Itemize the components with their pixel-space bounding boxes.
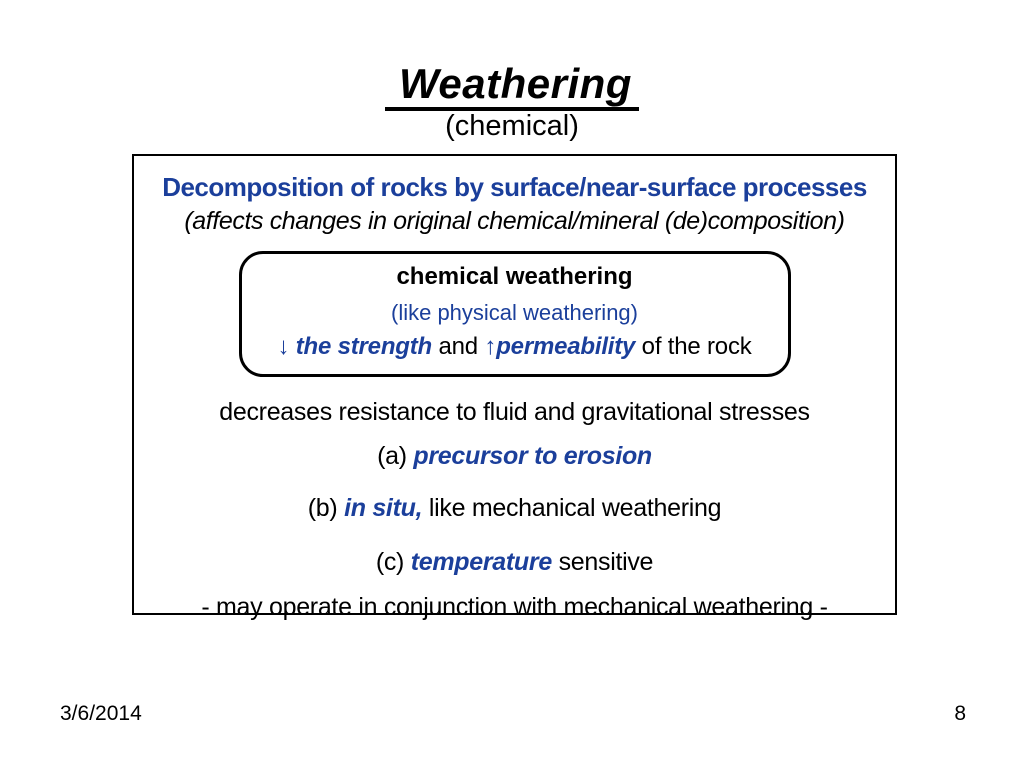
list-item-a [134, 441, 895, 471]
slide-subtitle: (chemical) [445, 110, 579, 142]
item-c-suffix: sensitive [551, 547, 654, 576]
box-subheading: (affects changes in original chemical/mineral (de)composition) [184, 207, 845, 236]
of-the-rock-text: of the rock [635, 333, 752, 361]
footer-date: 3/6/2014 [60, 702, 142, 725]
chemical-weathering-box [239, 251, 791, 376]
down-arrow-icon: ↓ [277, 333, 296, 361]
inner-box-subtitle: (like physical weathering) [391, 299, 638, 325]
strength-emphasis: the strength [295, 333, 433, 361]
slide-title: Weathering [385, 62, 639, 111]
item-b-prefix: (b) [307, 493, 345, 522]
inner-box-title: chemical weathering [396, 263, 633, 291]
title-container [0, 62, 1024, 111]
inner-box-effects-line [246, 331, 784, 362]
item-a-prefix: (a) [377, 441, 414, 470]
closing-line: - may operate in conjunction with mechanical weathering - [201, 592, 828, 621]
content-box [132, 154, 897, 621]
item-a-emphasis: precursor to erosion [413, 441, 652, 470]
list-item-c [134, 547, 895, 577]
up-arrow-icon: ↑ [484, 333, 497, 361]
box-heading: Decomposition of rocks by surface/near-surface processes [162, 172, 867, 202]
permeability-emphasis: permeability [496, 333, 636, 361]
decreases-line: decreases resistance to fluid and gravitational stresses [219, 397, 810, 426]
footer-page-number: 8 [954, 702, 966, 725]
item-b-suffix: like mechanical weathering [422, 493, 722, 522]
effects-and-text: and [432, 333, 485, 361]
item-c-emphasis: temperature [410, 547, 552, 576]
item-b-emphasis: in situ, [344, 493, 423, 522]
list-item-b [134, 493, 895, 523]
item-c-prefix: (c) [375, 547, 411, 576]
